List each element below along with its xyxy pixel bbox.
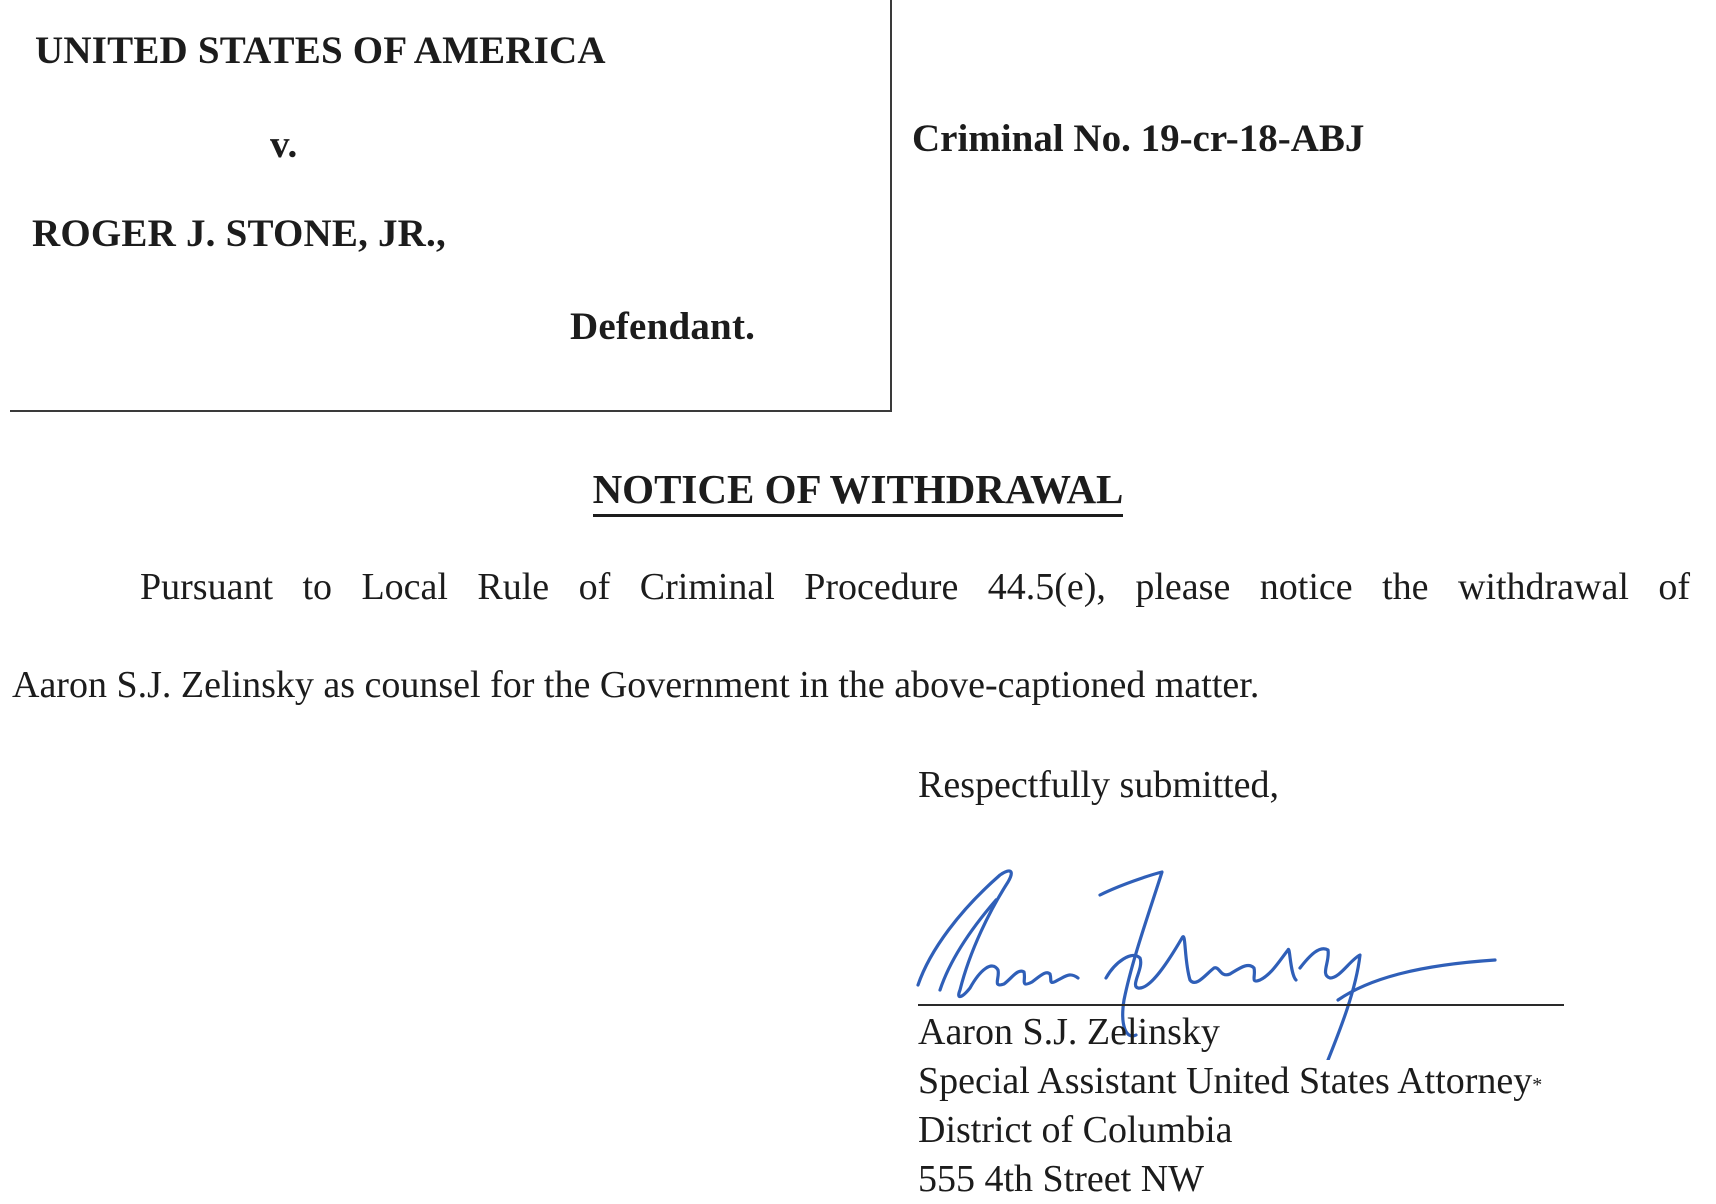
footnote-marker: * bbox=[1532, 1074, 1543, 1096]
case-caption-box bbox=[10, 0, 892, 412]
signer-address: 555 4th Street NW bbox=[918, 1158, 1205, 1200]
body-paragraph-line-1: Pursuant to Local Rule of Criminal Procedure 44.5(e), please notice the withdrawal of bbox=[140, 566, 1690, 608]
signer-title-row bbox=[918, 1057, 1542, 1106]
signer-name: Aaron S.J. Zelinsky bbox=[918, 1011, 1220, 1053]
case-number: Criminal No. 19-cr-18-ABJ bbox=[912, 117, 1365, 160]
document-title: NOTICE OF WITHDRAWAL bbox=[593, 466, 1124, 517]
signer-office: District of Columbia bbox=[918, 1109, 1233, 1151]
signature-line bbox=[918, 1004, 1564, 1006]
plaintiff-name: UNITED STATES OF AMERICA bbox=[35, 29, 606, 72]
signature-block bbox=[918, 1008, 1542, 1204]
signature-stroke-first-name-loop bbox=[940, 900, 996, 990]
signature-stroke-swoosh bbox=[1338, 960, 1495, 1000]
defendant-label: Defendant. bbox=[570, 305, 756, 348]
closing-text: Respectfully submitted, bbox=[918, 764, 1279, 806]
signer-title: Special Assistant United States Attorney bbox=[918, 1060, 1533, 1102]
body-paragraph-line-2: Aaron S.J. Zelinsky as counsel for the Government in the above-captioned matter. bbox=[12, 664, 1260, 706]
signature-stroke-first-name bbox=[918, 871, 1078, 997]
document-title-wrapper bbox=[0, 465, 1716, 513]
versus-label: v. bbox=[270, 123, 298, 166]
defendant-name: ROGER J. STONE, JR., bbox=[32, 212, 446, 255]
